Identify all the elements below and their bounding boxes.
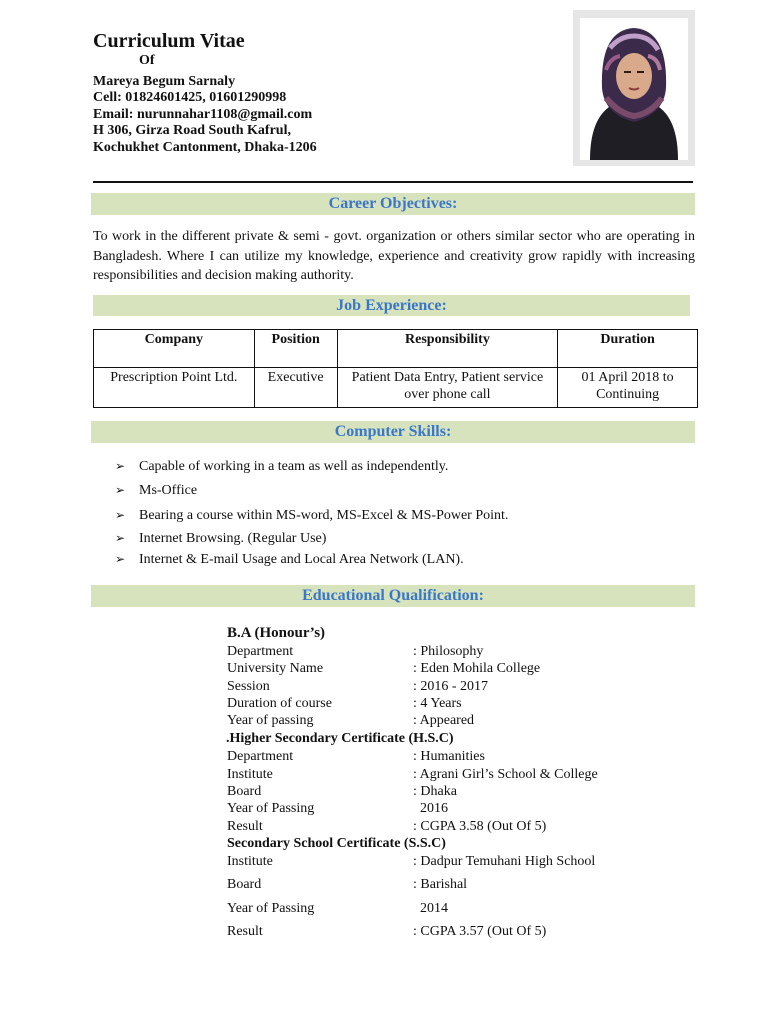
edu-label: University Name xyxy=(227,661,324,676)
edu-value: : Agrani Girl’s School & College xyxy=(413,767,598,782)
edu-row xyxy=(227,784,647,800)
edu-label: Institute xyxy=(227,854,273,869)
cell-number: Cell: 01824601425, 01601290998 xyxy=(93,90,287,105)
edu-row xyxy=(227,767,647,783)
edu-value: : 2016 - 2017 xyxy=(413,679,489,694)
edu-row xyxy=(227,854,647,870)
ba-title: B.A (Honour’s) xyxy=(227,625,326,641)
cv-title: Curriculum Vitae xyxy=(93,30,245,52)
list-item xyxy=(115,552,464,568)
job-position: Executive xyxy=(254,368,337,408)
edu-label: Department xyxy=(227,749,294,764)
edu-row xyxy=(227,877,647,893)
list-item xyxy=(115,483,197,499)
column-header-position: Position xyxy=(254,330,337,368)
edu-label: Department xyxy=(227,644,294,659)
edu-value: : Humanities xyxy=(413,749,485,764)
column-header-responsibility: Responsibility xyxy=(337,330,558,368)
edu-row xyxy=(227,679,647,695)
edu-label: Year of Passing xyxy=(227,801,315,816)
job-duration: 01 April 2018 to Continuing xyxy=(558,368,698,408)
edu-value: 2014 xyxy=(413,901,448,916)
edu-value: : Eden Mohila College xyxy=(413,661,541,676)
hsc-title: .Higher Secondary Certificate (H.S.C) xyxy=(226,731,454,746)
education-heading: Educational Qualification: xyxy=(91,585,695,607)
edu-value: 2016 xyxy=(413,801,448,816)
skill-text: Internet Browsing. (Regular Use) xyxy=(139,531,327,546)
edu-value: : Barishal xyxy=(413,877,468,892)
ssc-title: Secondary School Certificate (S.S.C) xyxy=(227,836,446,851)
edu-label: Year of Passing xyxy=(227,901,315,916)
skill-text: Ms-Office xyxy=(139,483,198,498)
edu-label: Board xyxy=(227,784,262,799)
edu-row xyxy=(227,901,647,917)
address-line-1: H 306, Girza Road South Kafrul, xyxy=(93,123,291,138)
header-divider xyxy=(93,181,693,183)
job-responsibility: Patient Data Entry, Patient service over phone call xyxy=(337,368,558,408)
column-header-company: Company xyxy=(94,330,255,368)
email: Email: nurunnahar1108@gmail.com xyxy=(93,107,313,122)
edu-label: Board xyxy=(227,877,262,892)
profile-photo xyxy=(573,10,695,166)
edu-row xyxy=(227,749,647,765)
career-objectives-text: To work in the different private & semi - govt. organization or others similar sector who are operating in Bangladesh. Where I can utilize my knowledge, experience and creativity grow rapidly with increasing responsibilities and decision making authority. xyxy=(93,229,695,283)
arrow-bullet-icon: ➢ xyxy=(115,483,126,497)
edu-value: : Dadpur Temuhani High School xyxy=(413,854,596,869)
edu-row xyxy=(227,801,647,817)
career-objectives-heading: Career Objectives: xyxy=(91,193,695,215)
edu-row xyxy=(227,644,647,660)
edu-value: : Philosophy xyxy=(413,644,484,659)
skill-text: Capable of working in a team as well as independently. xyxy=(139,459,449,474)
edu-row xyxy=(227,924,647,940)
arrow-bullet-icon: ➢ xyxy=(115,508,126,522)
job-company: Prescription Point Ltd. xyxy=(94,368,255,408)
table-row xyxy=(94,368,698,408)
edu-value: : CGPA 3.58 (Out Of 5) xyxy=(413,819,547,834)
edu-label: Duration of course xyxy=(227,696,332,711)
cv-of: Of xyxy=(139,53,155,68)
list-item xyxy=(115,508,508,524)
edu-label: Result xyxy=(227,924,263,939)
computer-skills-heading: Computer Skills: xyxy=(91,421,695,443)
column-header-duration: Duration xyxy=(558,330,698,368)
skill-text: Internet & E-mail Usage and Local Area Network (LAN). xyxy=(139,552,464,567)
job-experience-heading: Job Experience: xyxy=(93,295,690,316)
edu-value: : 4 Years xyxy=(413,696,462,711)
edu-value: : Dhaka xyxy=(413,784,457,799)
job-experience-table xyxy=(93,329,698,408)
address-line-2: Kochukhet Cantonment, Dhaka-1206 xyxy=(93,140,317,155)
table-header-row xyxy=(94,330,698,368)
edu-value: : CGPA 3.57 (Out Of 5) xyxy=(413,924,547,939)
list-item xyxy=(115,459,448,475)
edu-value: : Appeared xyxy=(413,713,475,728)
arrow-bullet-icon: ➢ xyxy=(115,459,126,473)
arrow-bullet-icon: ➢ xyxy=(115,531,126,545)
edu-row xyxy=(227,819,647,835)
arrow-bullet-icon: ➢ xyxy=(115,552,126,566)
edu-label: Institute xyxy=(227,767,273,782)
list-item xyxy=(115,531,326,547)
edu-row xyxy=(227,713,647,729)
edu-row xyxy=(227,696,647,712)
skill-text: Bearing a course within MS-word, MS-Excel & MS-Power Point. xyxy=(139,508,509,523)
edu-label: Result xyxy=(227,819,263,834)
edu-row xyxy=(227,661,647,677)
edu-label: Year of passing xyxy=(227,713,314,728)
applicant-name: Mareya Begum Sarnaly xyxy=(93,74,236,89)
portrait-icon xyxy=(580,18,688,160)
edu-label: Session xyxy=(227,679,270,694)
